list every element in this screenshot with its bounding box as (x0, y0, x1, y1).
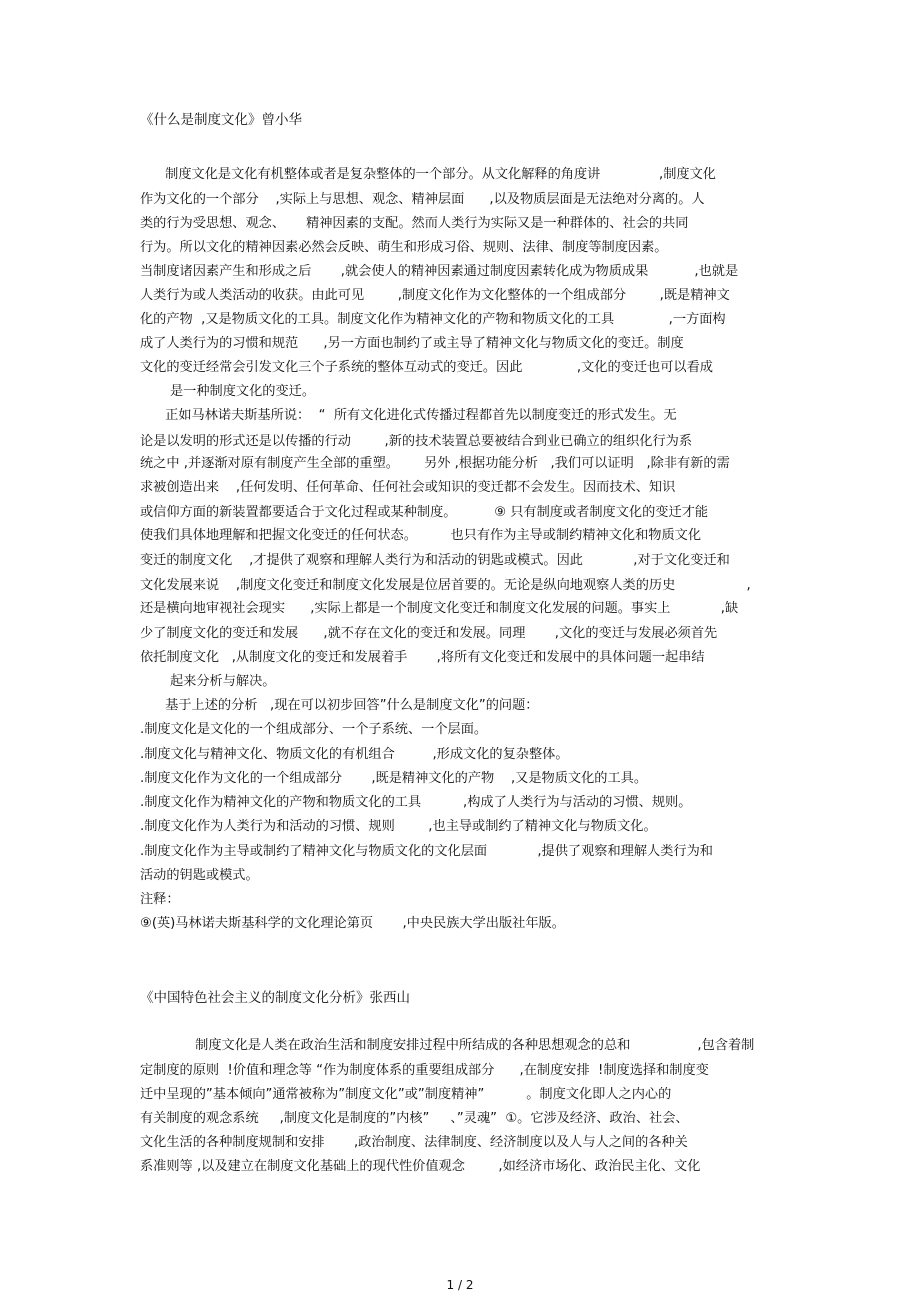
text-line: .制度文化作为人类行为和活动的习惯、规则 ,也主导或制约了精神文化与物质文化。 (140, 819, 657, 834)
text-line: .制度文化作为文化的一个组成部分 ,既是精神文化的产物 ,又是物质文化的工具。 (140, 771, 648, 786)
text-line: 人类行为或人类活动的收获。由此可见 ,制度文化作为文化整体的一个组成部分 ,既是精神文 (140, 288, 730, 303)
text-line: 是一种制度文化的变迁。 (170, 384, 316, 399)
text-line: 制度文化是文化有机整体或者是复杂整体的一个部分。从文化解释的角度讲 ,制度文化 (140, 167, 716, 182)
text-line: 使我们具体地理解和把握文化变迁的任何状态。 也只有作为主导或制约精神文化和物质文化 (140, 528, 702, 543)
text-line: 注释： (140, 892, 180, 907)
text-line: 起来分析与解决。 (170, 674, 276, 689)
text-line: 求被创造出来 ,任何发明、任何革命、任何社会或知识的变迁都不会发生。因而技术、知识 (140, 480, 676, 495)
text-line: 还是横向地审视社会现实 ,实际上都是一个制度文化变迁和制度文化发展的问题。事实上 ,缺 (140, 601, 739, 616)
section-1-title: 《什么是制度文化》曾小华 (140, 112, 302, 128)
text-line: 当制度诸因素产生和形成之后 ,就会使人的精神因素通过制度因素转化成为物质成果 ,也就是 (140, 264, 739, 279)
text-line: 迁中呈现的”基本倾向”通常被称为”制度文化”或”制度精神” 。制度文化即人之内心的 (140, 1087, 672, 1102)
text-line: .制度文化作为主导或制约了精神文化与物质文化的文化层面 ,提供了观察和理解人类行为和 (140, 844, 713, 859)
text-line: 依托制度文化 ,从制度文化的变迁和发展着手 ,将所有文化变迁和发展中的具体问题一起串结 (140, 650, 705, 665)
text-line: 或信仰方面的新装置都要适合于文化过程或某种制度。 ⑨ 只有制度或者制度文化的变迁才能 (140, 505, 709, 520)
page-number: 1 / 2 (446, 1278, 474, 1292)
text-line: 活动的钥匙或模式。 (140, 868, 259, 883)
text-line: 变迁的制度文化 ,才提供了观察和理解人类行为和活动的钥匙或模式。因此 ,对于文化变迁和 (140, 553, 730, 568)
text-line: 定制度的原则 !价值和理念等 “作为制度体系的重要组成部分 ,在制度安排 !制度选择和制度变 (140, 1063, 709, 1078)
text-line: .制度文化作为精神文化的产物和物质文化的工具 ,构成了人类行为与活动的习惯、规则。 (140, 795, 692, 810)
text-line: 作为文化的一个部分 ,实际上与思想、观念、精神层面 ,以及物质层面是无法绝对分离的。人 (140, 192, 705, 207)
text-line: 系准则等 ,以及建立在制度文化基础上的现代性价值观念 ,如经济市场化、政治民主化、文化 (140, 1159, 701, 1174)
text-line: .制度文化是文化的一个组成部分、一个子系统、一个层面。 (140, 722, 488, 737)
text-line: 统之中 ,并逐渐对原有制度产生全部的重塑。 另外 ,根据功能分析 ,我们可以证明 ,除非有新的需 (140, 456, 730, 471)
text-line: 文化生活的各种制度规制和安排 ,政治制度、法律制度、经济制度以及人与人之间的各种关 (140, 1135, 688, 1150)
text-line: 行为。所以文化的精神因素必然会反映、萌生和形成习俗、规则、法律、制度等制度因素。 (140, 240, 668, 255)
text-line: 基于上述的分析 ,现在可以初步回答”什么是制度文化”的问题： (140, 698, 539, 713)
text-line: ⑨(英)马林诺夫斯基科学的文化理论第页 ,中央民族大学出版社年版。 (140, 916, 565, 931)
text-line: 成了人类行为的习惯和规范 ,另一方面也制约了或主导了精神文化与物质文化的变迁。制度 (140, 336, 684, 351)
text-line: 文化的变迁经常会引发文化三个子系统的整体互动式的变迁。因此 ,文化的变迁也可以看成 (140, 360, 713, 375)
text-line: 有关制度的观念系统 ,制度文化是制度的”内核” 、”灵魂” ①。它涉及经济、政治、社会、 (140, 1111, 689, 1126)
text-line: 正如马林诺夫斯基所说： “ 所有文化进化式传播过程都首先以制度变迁的形式发生。无 (140, 408, 677, 423)
section-2-title: 《中国特色社会主义的制度文化分析》张西山 (140, 990, 410, 1006)
text-line: 类的行为受思想、观念、 精神因素的支配。然而人类行为实际又是一种群体的、社会的共同 (140, 216, 689, 231)
text-line: 化的产物 ,又是物质文化的工具。制度文化作为精神文化的产物和物质文化的工具 ,一方面构 (140, 312, 726, 327)
text-line: 少了制度文化的变迁和发展 ,就不存在文化的变迁和发展。同理 ,文化的变迁与发展必须首先 (140, 626, 718, 641)
text-line: 文化发展来说 ,制度文化变迁和制度文化发展是位居首要的。无论是纵向地观察人类的历史 , (140, 578, 751, 593)
text-line: .制度文化与精神文化、物质文化的有机组合 ,形成文化的复杂整体。 (140, 747, 569, 762)
text-line: 制度文化是人类在政治生活和制度安排过程中所结成的各种思想观念的总和 ,包含着制 (170, 1038, 755, 1053)
text-line: 论是以发明的形式还是以传播的行动 ,新的技术装置总要被结合到业已确立的组织化行为系 (140, 434, 693, 449)
